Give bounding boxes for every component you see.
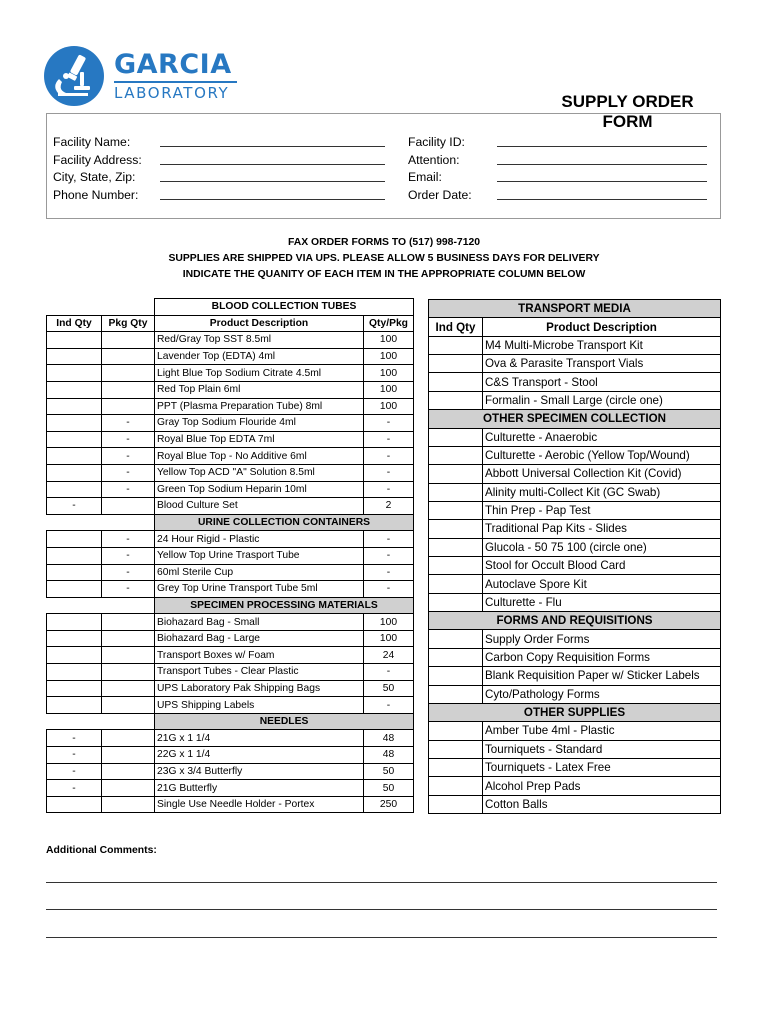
blood-collection-table xyxy=(46,298,414,813)
pkg-qty-cell[interactable]: - xyxy=(102,564,155,581)
table-row xyxy=(429,575,721,593)
section-row xyxy=(47,713,414,730)
email-label: Email: xyxy=(408,170,442,184)
product-description: 22G x 1 1/4 xyxy=(155,747,364,764)
table-row xyxy=(47,664,414,681)
ind-qty-cell[interactable] xyxy=(47,381,102,398)
ind-qty-cell[interactable] xyxy=(429,391,483,409)
qty-per-pkg: - xyxy=(364,547,414,564)
table-row xyxy=(429,428,721,446)
table-row xyxy=(47,498,414,515)
table-row xyxy=(47,614,414,631)
table-row xyxy=(47,564,414,581)
blood-collection-title: BLOOD COLLECTION TUBES xyxy=(155,299,414,316)
product-description: Red/Gray Top SST 8.5ml xyxy=(155,332,364,349)
table-row xyxy=(47,647,414,664)
microscope-icon xyxy=(44,46,104,106)
product-description: C&S Transport - Stool xyxy=(483,373,721,391)
pkg-qty-cell[interactable] xyxy=(102,398,155,415)
qty-per-pkg: - xyxy=(364,464,414,481)
pkg-qty-cell[interactable] xyxy=(102,747,155,764)
table-row xyxy=(47,381,414,398)
pkg-qty-cell[interactable]: - xyxy=(102,581,155,598)
product-description: Tourniquets - Latex Free xyxy=(483,758,721,776)
table-row xyxy=(429,593,721,611)
product-description: Autoclave Spore Kit xyxy=(483,575,721,593)
product-description: PPT (Plasma Preparation Tube) 8ml xyxy=(155,398,364,415)
pkg-qty-cell[interactable] xyxy=(102,614,155,631)
facility-id-label: Facility ID: xyxy=(408,135,465,149)
product-description: 23G x 3/4 Butterfly xyxy=(155,763,364,780)
facility-name-field[interactable] xyxy=(160,134,385,147)
table-row xyxy=(429,355,721,373)
section-row xyxy=(47,514,414,531)
table-row xyxy=(429,758,721,776)
ind-qty-header: Ind Qty xyxy=(429,318,483,336)
product-description: 21G Butterfly xyxy=(155,780,364,797)
product-description: Culturette - Aerobic (Yellow Top/Wound) xyxy=(483,446,721,464)
ind-qty-cell[interactable] xyxy=(47,630,102,647)
ind-qty-cell[interactable] xyxy=(429,575,483,593)
table-row xyxy=(47,581,414,598)
pkg-qty-cell[interactable]: - xyxy=(102,464,155,481)
facility-info-box xyxy=(46,113,721,219)
section-title: FORMS AND REQUISITIONS xyxy=(429,612,721,630)
product-description: Royal Blue Top EDTA 7ml xyxy=(155,431,364,448)
table-row xyxy=(429,373,721,391)
table-row xyxy=(47,680,414,697)
table-row xyxy=(47,730,414,747)
pkg-qty-cell[interactable] xyxy=(102,647,155,664)
product-description: Yellow Top Urine Trasport Tube xyxy=(155,547,364,564)
ind-qty-cell[interactable] xyxy=(429,648,483,666)
product-description: Biohazard Bag - Small xyxy=(155,614,364,631)
qty-per-pkg: - xyxy=(364,531,414,548)
product-description: UPS Shipping Labels xyxy=(155,697,364,714)
product-description: Gray Top Sodium Flouride 4ml xyxy=(155,415,364,432)
qty-per-pkg: 100 xyxy=(364,348,414,365)
table-row xyxy=(47,365,414,382)
table-row xyxy=(47,431,414,448)
product-description: Cyto/Pathology Forms xyxy=(483,685,721,703)
product-description: Grey Top Urine Transport Tube 5ml xyxy=(155,581,364,598)
ind-qty-cell[interactable] xyxy=(47,431,102,448)
ind-qty-cell[interactable]: - xyxy=(47,730,102,747)
product-description: Glucola - 50 75 100 (circle one) xyxy=(483,538,721,556)
pkg-qty-header: Pkg Qty xyxy=(102,315,155,332)
qty-per-pkg: 100 xyxy=(364,381,414,398)
qty-per-pkg: - xyxy=(364,431,414,448)
product-description: Stool for Occult Blood Card xyxy=(483,557,721,575)
ind-qty-cell[interactable] xyxy=(429,777,483,795)
pkg-qty-cell[interactable] xyxy=(102,780,155,797)
email-field[interactable] xyxy=(497,169,707,182)
order-date-field[interactable] xyxy=(497,187,707,200)
ind-qty-cell[interactable] xyxy=(429,355,483,373)
table-row xyxy=(429,465,721,483)
table-row xyxy=(47,348,414,365)
attention-field[interactable] xyxy=(497,152,707,165)
city-state-zip-field[interactable] xyxy=(160,169,385,182)
logo-name: GARCIA xyxy=(114,49,232,80)
product-description: Lavender Top (EDTA) 4ml xyxy=(155,348,364,365)
product-description: Alcohol Prep Pads xyxy=(483,777,721,795)
empty-cell xyxy=(47,713,102,730)
ind-qty-cell[interactable] xyxy=(47,697,102,714)
table-row xyxy=(47,448,414,465)
product-description: Transport Boxes w/ Foam xyxy=(155,647,364,664)
table-row xyxy=(47,531,414,548)
ind-qty-cell[interactable]: - xyxy=(47,763,102,780)
qty-per-pkg: 100 xyxy=(364,398,414,415)
product-description: 60ml Sterile Cup xyxy=(155,564,364,581)
ind-qty-cell[interactable]: - xyxy=(47,747,102,764)
section-title: NEEDLES xyxy=(155,713,414,730)
facility-name-label: Facility Name: xyxy=(53,135,131,149)
logo-divider xyxy=(114,81,237,83)
qty-per-pkg: 100 xyxy=(364,365,414,382)
ind-qty-cell[interactable] xyxy=(47,564,102,581)
ind-qty-cell[interactable] xyxy=(47,680,102,697)
pkg-qty-cell[interactable]: - xyxy=(102,547,155,564)
qty-per-pkg: - xyxy=(364,448,414,465)
additional-comments-label: Additional Comments: xyxy=(46,845,157,856)
product-description: Formalin - Small Large (circle one) xyxy=(483,391,721,409)
qty-per-pkg: 48 xyxy=(364,747,414,764)
pkg-qty-cell[interactable]: - xyxy=(102,448,155,465)
transport-media-title: TRANSPORT MEDIA xyxy=(429,300,721,318)
ind-qty-cell[interactable] xyxy=(429,795,483,813)
ind-qty-cell[interactable] xyxy=(47,398,102,415)
product-description: 21G x 1 1/4 xyxy=(155,730,364,747)
table-row xyxy=(429,740,721,758)
product-description: Culturette - Anaerobic xyxy=(483,428,721,446)
ind-qty-cell[interactable] xyxy=(429,557,483,575)
ind-qty-cell[interactable] xyxy=(429,685,483,703)
product-description: Cotton Balls xyxy=(483,795,721,813)
order-date-label: Order Date: xyxy=(408,187,472,202)
section-title: OTHER SUPPLIES xyxy=(429,703,721,721)
ind-qty-cell[interactable] xyxy=(429,667,483,685)
table-row xyxy=(47,780,414,797)
table-row xyxy=(47,763,414,780)
empty-cell xyxy=(102,597,155,614)
comment-line[interactable] xyxy=(46,909,717,910)
product-description: Abbott Universal Collection Kit (Covid) xyxy=(483,465,721,483)
product-description: Light Blue Top Sodium Citrate 4.5ml xyxy=(155,365,364,382)
quantity-instructions: INDICATE THE QUANITY OF EACH ITEM IN THE APPROPRIATE COLUMN BELOW xyxy=(182,269,586,280)
table-row xyxy=(429,630,721,648)
facility-address-field[interactable] xyxy=(160,152,385,165)
pkg-qty-cell[interactable] xyxy=(102,664,155,681)
comment-line[interactable] xyxy=(46,937,717,938)
product-description: Supply Order Forms xyxy=(483,630,721,648)
facility-address-label: Facility Address: xyxy=(53,152,142,167)
table-row xyxy=(47,697,414,714)
section-title: OTHER SPECIMEN COLLECTION xyxy=(429,410,721,428)
qty-per-pkg: 50 xyxy=(364,763,414,780)
table-row xyxy=(47,630,414,647)
section-row xyxy=(429,410,721,428)
qty-per-pkg: - xyxy=(364,581,414,598)
product-description: Blank Requisition Paper w/ Sticker Labels xyxy=(483,667,721,685)
ind-qty-cell[interactable] xyxy=(47,647,102,664)
pkg-qty-cell[interactable] xyxy=(102,763,155,780)
table-row xyxy=(47,796,414,813)
transport-media-table xyxy=(428,299,721,814)
product-description-header: Product Description xyxy=(483,318,721,336)
table-row xyxy=(47,747,414,764)
phone-number-field[interactable] xyxy=(160,187,385,200)
form-title: SUPPLY ORDER FORM xyxy=(561,92,694,131)
pkg-qty-cell[interactable] xyxy=(102,332,155,349)
pkg-qty-cell[interactable] xyxy=(102,381,155,398)
table-row xyxy=(429,483,721,501)
ind-qty-cell[interactable] xyxy=(47,464,102,481)
empty-cell xyxy=(102,514,155,531)
table-row xyxy=(429,777,721,795)
ind-qty-cell[interactable] xyxy=(429,722,483,740)
qty-per-pkg: - xyxy=(364,664,414,681)
table-row xyxy=(429,391,721,409)
ind-qty-cell[interactable] xyxy=(429,501,483,519)
qty-per-pkg: 100 xyxy=(364,630,414,647)
ind-qty-cell[interactable] xyxy=(47,448,102,465)
ind-qty-cell[interactable] xyxy=(429,465,483,483)
pkg-qty-cell[interactable]: - xyxy=(102,531,155,548)
pkg-qty-cell[interactable]: - xyxy=(102,431,155,448)
product-description: Traditional Pap Kits - Slides xyxy=(483,520,721,538)
product-description: Alinity multi-Collect Kit (GC Swab) xyxy=(483,483,721,501)
comment-line[interactable] xyxy=(46,882,717,883)
table-row xyxy=(429,557,721,575)
ind-qty-cell[interactable] xyxy=(429,758,483,776)
pkg-qty-cell[interactable] xyxy=(102,697,155,714)
ind-qty-cell[interactable]: - xyxy=(47,780,102,797)
ind-qty-cell[interactable] xyxy=(429,446,483,464)
table-row xyxy=(429,648,721,666)
table-row xyxy=(429,501,721,519)
qty-per-pkg: 50 xyxy=(364,680,414,697)
section-title: URINE COLLECTION CONTAINERS xyxy=(155,514,414,531)
product-description: Green Top Sodium Heparin 10ml xyxy=(155,481,364,498)
section-row xyxy=(47,597,414,614)
table-row xyxy=(47,332,414,349)
ind-qty-cell[interactable] xyxy=(47,614,102,631)
ind-qty-cell[interactable]: - xyxy=(47,498,102,515)
empty-cell xyxy=(47,514,102,531)
table-row xyxy=(429,336,721,354)
qty-per-pkg: - xyxy=(364,697,414,714)
facility-id-field[interactable] xyxy=(497,134,707,147)
table-row xyxy=(429,795,721,813)
product-description: M4 Multi-Microbe Transport Kit xyxy=(483,336,721,354)
ind-qty-cell[interactable] xyxy=(429,483,483,501)
product-description: Royal Blue Top - No Additive 6ml xyxy=(155,448,364,465)
logo-subtitle: LABORATORY xyxy=(114,84,230,102)
ind-qty-cell[interactable] xyxy=(429,630,483,648)
empty-cell xyxy=(47,597,102,614)
pkg-qty-cell[interactable] xyxy=(102,348,155,365)
product-description: Culturette - Flu xyxy=(483,593,721,611)
product-description: Tourniquets - Standard xyxy=(483,740,721,758)
qty-per-pkg: - xyxy=(364,481,414,498)
product-description: Amber Tube 4ml - Plastic xyxy=(483,722,721,740)
section-row xyxy=(429,612,721,630)
pkg-qty-cell[interactable] xyxy=(102,730,155,747)
phone-number-label: Phone Number: xyxy=(53,187,139,202)
city-state-zip-label: City, State, Zip: xyxy=(53,170,136,184)
qty-per-pkg: - xyxy=(364,415,414,432)
qty-per-pkg: - xyxy=(364,564,414,581)
table-row xyxy=(47,481,414,498)
section-title: SPECIMEN PROCESSING MATERIALS xyxy=(155,597,414,614)
ind-qty-cell[interactable] xyxy=(47,547,102,564)
pkg-qty-cell[interactable] xyxy=(102,630,155,647)
pkg-qty-cell[interactable]: - xyxy=(102,415,155,432)
ind-qty-cell[interactable] xyxy=(47,365,102,382)
ind-qty-cell[interactable] xyxy=(429,538,483,556)
ind-qty-cell[interactable] xyxy=(429,740,483,758)
qty-per-pkg: 100 xyxy=(364,614,414,631)
ind-qty-cell[interactable] xyxy=(429,593,483,611)
ind-qty-cell[interactable] xyxy=(47,348,102,365)
shipping-notice: SUPPLIES ARE SHIPPED VIA UPS. PLEASE ALLOW 5 BUSINESS DAYS FOR DELIVERY xyxy=(168,253,600,264)
product-description: Blood Culture Set xyxy=(155,498,364,515)
ind-qty-cell[interactable] xyxy=(429,428,483,446)
fax-notice: FAX ORDER FORMS TO (517) 998-7120 xyxy=(287,237,481,248)
qty-per-pkg: 100 xyxy=(364,332,414,349)
ind-qty-cell[interactable] xyxy=(429,520,483,538)
table-row xyxy=(47,547,414,564)
product-description: Single Use Needle Holder - Portex xyxy=(155,796,364,813)
product-description: Red Top Plain 6ml xyxy=(155,381,364,398)
product-description: Yellow Top ACD "A" Solution 8.5ml xyxy=(155,464,364,481)
product-description: Transport Tubes - Clear Plastic xyxy=(155,664,364,681)
table-row xyxy=(47,415,414,432)
product-description: Thin Prep - Pap Test xyxy=(483,501,721,519)
table-row xyxy=(429,538,721,556)
ind-qty-cell[interactable] xyxy=(47,581,102,598)
product-description: UPS Laboratory Pak Shipping Bags xyxy=(155,680,364,697)
qty-per-pkg: 250 xyxy=(364,796,414,813)
section-row xyxy=(429,703,721,721)
pkg-qty-cell[interactable] xyxy=(102,796,155,813)
table-row xyxy=(429,446,721,464)
qty-per-pkg: 2 xyxy=(364,498,414,515)
product-description: Biohazard Bag - Large xyxy=(155,630,364,647)
product-description-header: Product Description xyxy=(155,315,364,332)
table-row xyxy=(429,685,721,703)
product-description: 24 Hour Rigid - Plastic xyxy=(155,531,364,548)
table-row xyxy=(47,464,414,481)
pkg-qty-cell[interactable] xyxy=(102,498,155,515)
empty-cell xyxy=(102,713,155,730)
ind-qty-cell[interactable] xyxy=(47,796,102,813)
qty-per-pkg-header: Qty/Pkg xyxy=(364,315,414,332)
pkg-qty-cell[interactable] xyxy=(102,365,155,382)
ind-qty-header: Ind Qty xyxy=(47,315,102,332)
product-description: Ova & Parasite Transport Vials xyxy=(483,355,721,373)
ind-qty-cell[interactable] xyxy=(47,332,102,349)
ind-qty-cell[interactable] xyxy=(429,336,483,354)
ind-qty-cell[interactable] xyxy=(47,481,102,498)
qty-per-pkg: 48 xyxy=(364,730,414,747)
qty-per-pkg: 50 xyxy=(364,780,414,797)
ind-qty-cell[interactable] xyxy=(47,415,102,432)
product-description: Carbon Copy Requisition Forms xyxy=(483,648,721,666)
table-row xyxy=(429,667,721,685)
table-row xyxy=(429,520,721,538)
table-row xyxy=(429,722,721,740)
company-logo xyxy=(44,46,244,106)
qty-per-pkg: 24 xyxy=(364,647,414,664)
ind-qty-cell[interactable] xyxy=(47,664,102,681)
pkg-qty-cell[interactable] xyxy=(102,680,155,697)
pkg-qty-cell[interactable]: - xyxy=(102,481,155,498)
ind-qty-cell[interactable] xyxy=(429,373,483,391)
ind-qty-cell[interactable] xyxy=(47,531,102,548)
table-row xyxy=(47,398,414,415)
attention-label: Attention: xyxy=(408,152,460,167)
